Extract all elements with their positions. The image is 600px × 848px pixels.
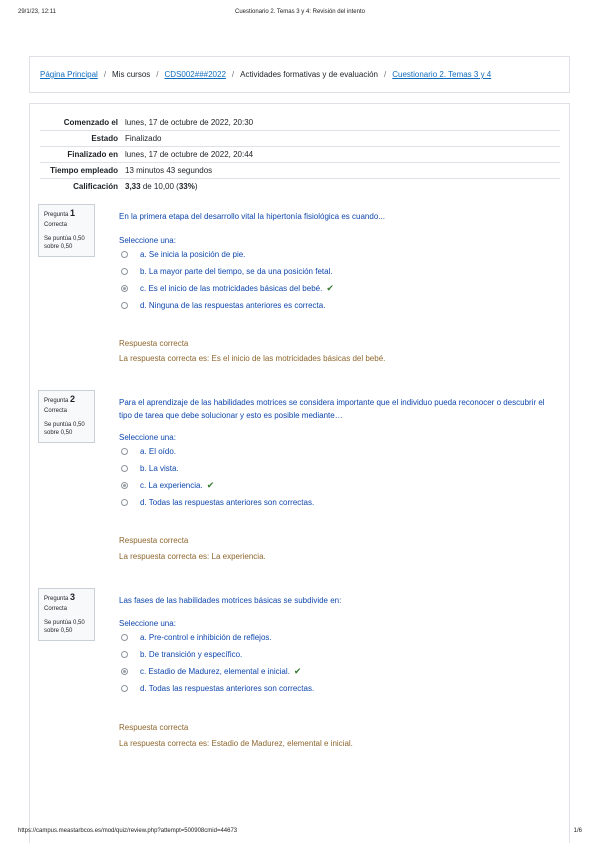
answer-option[interactable]: c. Estadio de Madurez, elemental e inicial. ✔ [121, 663, 314, 680]
feedback-state: Respuesta correcta [119, 723, 189, 732]
breadcrumb-separator: / [156, 70, 159, 79]
radio-button-selected[interactable] [121, 482, 128, 489]
feedback-state: Respuesta correcta [119, 536, 189, 545]
radio-button-selected[interactable] [121, 668, 128, 675]
grade-close: ) [194, 182, 198, 191]
breadcrumb-home-link[interactable]: Página Principal [40, 70, 98, 79]
print-page-number: 1/6 [573, 828, 582, 834]
summary-row-finished [40, 147, 560, 163]
question-state: Correcta [44, 408, 68, 414]
summary-label: Comenzado el [63, 118, 118, 127]
right-answer: La respuesta correcta es: Estadio de Madurez, elemental e inicial. [119, 739, 353, 748]
grade-percent: 33% [178, 182, 195, 191]
summary-value: Finalizado [125, 134, 162, 143]
summary-label: Finalizado en [67, 150, 118, 159]
breadcrumb [29, 56, 570, 93]
radio-button[interactable] [121, 634, 128, 641]
print-title: Cuestionario 2. Temas 3 y 4: Revisión del intento [235, 9, 365, 15]
radio-button[interactable] [121, 302, 128, 309]
answer-option[interactable]: b. De transición y específico. [121, 646, 314, 663]
breadcrumb-separator: / [103, 70, 107, 79]
answer-options [121, 443, 314, 511]
radio-button[interactable] [121, 499, 128, 506]
answer-prompt: Seleccione una: [119, 619, 176, 628]
question-grade: Se puntúa 0,50 sobre 0,50 [44, 620, 85, 634]
checkmark-icon: ✔ [206, 480, 215, 490]
answer-option[interactable]: c. La experiencia. ✔ [121, 477, 314, 494]
answer-options [121, 629, 314, 697]
summary-label: Estado [91, 134, 118, 143]
summary-row-grade [40, 179, 560, 194]
breadcrumb-separator: / [384, 70, 387, 79]
question-grade: Se puntúa 0,50 sobre 0,50 [44, 236, 85, 250]
feedback-state: Respuesta correcta [119, 339, 189, 348]
radio-button[interactable] [121, 465, 128, 472]
radio-button[interactable] [121, 448, 128, 455]
radio-button[interactable] [121, 651, 128, 658]
question-number: Pregunta 2 [44, 394, 76, 404]
radio-button-selected[interactable] [121, 285, 128, 292]
breadcrumb-my-courses: Mis cursos [112, 70, 151, 79]
question-number: Pregunta 3 [44, 592, 76, 602]
question-text: Las fases de las habilidades motrices básicas se subdivide en: [119, 596, 342, 605]
summary-value: lunes, 17 de octubre de 2022, 20:30 [125, 118, 254, 127]
question-state: Correcta [44, 222, 68, 228]
question-grade: Se puntúa 0,50 sobre 0,50 [44, 422, 85, 436]
summary-label: Tiempo empleado [50, 166, 118, 175]
answer-option[interactable]: c. Es el inicio de las motricidades básicas del bebé. ✔ [121, 280, 334, 297]
breadcrumb-course-link[interactable]: CDS002###2022 [164, 70, 226, 79]
breadcrumb-section: Actividades formativas y de evaluación [240, 70, 378, 79]
grade-of: de 10,00 ( [142, 182, 179, 191]
breadcrumb-quiz-link[interactable]: Cuestionario 2. Temas 3 y 4 [392, 70, 492, 79]
grade-score: 3,33 [125, 182, 141, 191]
summary-value: 13 minutos 43 segundos [125, 166, 213, 175]
answer-option[interactable]: a. Pre-control e inhibición de reflejos. [121, 629, 314, 646]
answer-option[interactable]: d. Todas las respuestas anteriores son correctas. [121, 680, 314, 697]
answer-option[interactable]: b. La vista. [121, 460, 314, 477]
question-state: Correcta [44, 606, 68, 612]
answer-option[interactable]: d. Todas las respuestas anteriores son correctas. [121, 494, 314, 511]
breadcrumb-separator: / [231, 70, 235, 79]
question-info-3 [38, 588, 95, 641]
question-info-2 [38, 390, 95, 443]
summary-value: lunes, 17 de octubre de 2022, 20:44 [125, 150, 254, 159]
summary-label: Calificación [73, 182, 118, 191]
question-number: Pregunta 1 [44, 208, 76, 218]
answer-options [121, 246, 334, 314]
right-answer: La respuesta correcta es: La experiencia. [119, 552, 266, 561]
summary-row-started [40, 115, 560, 131]
print-date: 29/1/23, 12:11 [18, 9, 56, 15]
answer-prompt: Seleccione una: [119, 433, 176, 442]
question-info-1 [38, 204, 95, 257]
radio-button[interactable] [121, 251, 128, 258]
summary-row-time [40, 163, 560, 179]
question-text: En la primera etapa del desarrollo vital la hipertonía fisiológica es cuando... [119, 212, 385, 221]
question-text: Para el aprendizaje de las habilidades motrices se considera importante que el individuo pueda reconocer o descubrir el tipo de tarea que debe solucionar y esto es posible mediante… [119, 398, 545, 420]
radio-button[interactable] [121, 685, 128, 692]
checkmark-icon: ✔ [326, 283, 334, 293]
summary-value [122, 179, 198, 194]
print-url: https://campus.meastarbcos.es/mod/quiz/review.php?attempt=500908cmid=44673 [18, 828, 238, 834]
answer-option[interactable]: a. El oído. [121, 443, 314, 460]
answer-option[interactable]: a. Se inicia la posición de pie. [121, 246, 334, 263]
answer-prompt: Seleccione una: [119, 236, 176, 245]
attempt-summary-table [40, 115, 560, 194]
radio-button[interactable] [121, 268, 128, 275]
answer-option[interactable]: b. La mayor parte del tiempo, se da una posición fetal. [121, 263, 334, 280]
answer-option[interactable]: d. Ninguna de las respuestas anteriores es correcta. [121, 297, 334, 314]
summary-row-state [40, 131, 560, 147]
right-answer: La respuesta correcta es: Es el inicio de las motricidades básicas del bebé. [119, 354, 386, 363]
checkmark-icon: ✔ [293, 666, 302, 676]
